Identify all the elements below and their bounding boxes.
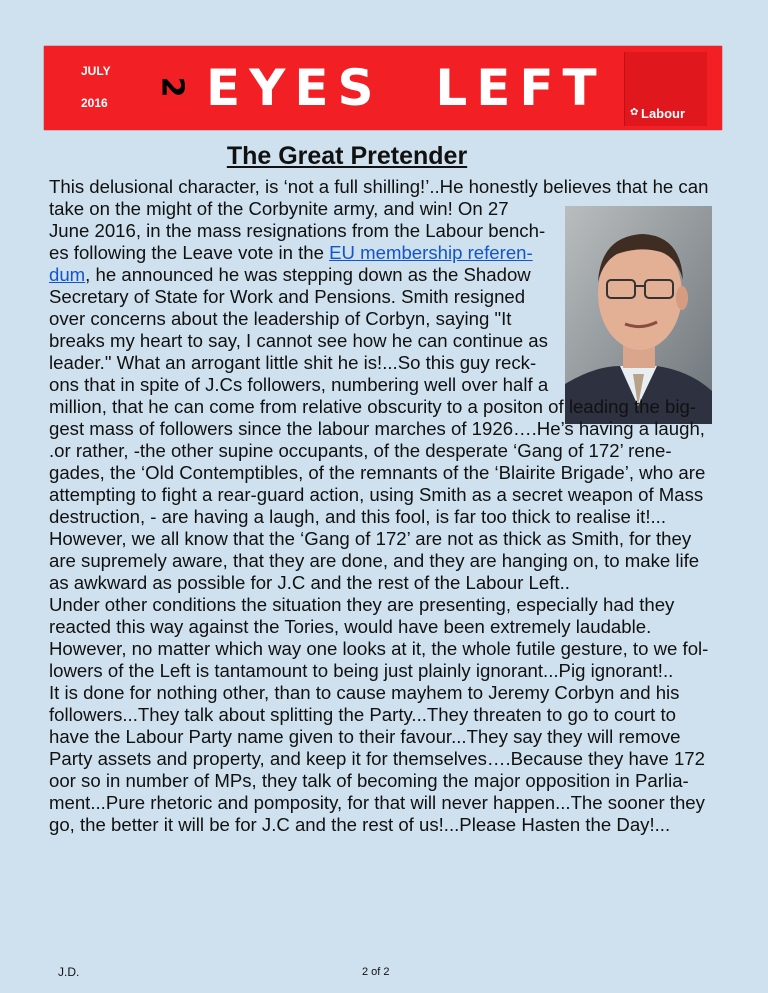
body-line-text: have the Labour Party name given to their favour...They say they will remove	[49, 726, 681, 747]
body-line-text: take on the might of the Corbynite army, and win! On 27	[49, 198, 509, 219]
body-line	[49, 418, 729, 440]
body-line-text: .or rather, -the other supine occupants, of the desperate ‘Gang of 172’ rene-	[49, 440, 672, 461]
body-line	[49, 308, 729, 330]
article-headline: The Great Pretender	[226, 142, 468, 170]
body-line	[49, 550, 729, 572]
body-line-text: Party assets and property, and keep it for themselves….Because they have 172	[49, 748, 705, 769]
body-line-text: gest mass of followers since the labour marches of 1926….He’s having a laugh,	[49, 418, 705, 439]
page-number: 2 of 2	[362, 966, 390, 978]
body-line	[49, 242, 729, 264]
body-line-text: ons that in spite of J.Cs followers, numbering well over half a	[49, 374, 549, 395]
body-line-text: breaks my heart to say, I cannot see how he can continue as	[49, 330, 548, 351]
body-line	[49, 198, 729, 220]
body-line-text: ment...Pure rhetoric and pomposity, for that will never happen...The sooner they	[49, 792, 705, 813]
newsletter-title: EYES LEFT	[206, 59, 606, 117]
body-line	[49, 440, 729, 462]
body-line	[49, 726, 729, 748]
body-line	[49, 330, 729, 352]
body-line-text: as awkward as possible for J.C and the rest of the Labour Left..	[49, 572, 570, 593]
body-line	[49, 770, 729, 792]
body-line-text: Under other conditions the situation they are presenting, especially had they	[49, 594, 675, 615]
body-line-text: However, we all know that the ‘Gang of 172’ are not as thick as Smith, for they	[49, 528, 692, 549]
body-line	[49, 792, 729, 814]
body-line	[49, 484, 729, 506]
body-line-text: This delusional character, is ‘not a full shilling!’..He honestly believes that he can	[49, 176, 709, 197]
eu-referendum-link[interactable]: EU membership referen-	[329, 242, 533, 263]
body-line-text: June 2016, in the mass resignations from the Labour bench-	[49, 220, 546, 241]
labour-logo	[624, 52, 707, 126]
body-line	[49, 396, 729, 418]
body-line-text: followers...They talk about splitting the Party...They threaten to go to court to	[49, 704, 677, 725]
body-line-text: es following the Leave vote in the	[49, 242, 330, 263]
body-line	[49, 462, 729, 484]
body-line	[49, 528, 729, 550]
body-line-text: , he announced he was stepping down as the Shadow	[85, 264, 531, 285]
masthead-banner	[44, 46, 722, 130]
body-line	[49, 748, 729, 770]
body-line-text: oor so in number of MPs, they talk of becoming the major opposition in Parlia-	[49, 770, 689, 791]
body-line-text: over concerns about the leadership of Corbyn, saying "It	[49, 308, 512, 329]
body-line-text: gades, the ‘Old Contemptibles, of the remnants of the ‘Blairite Brigade’, who are	[49, 462, 706, 483]
body-line	[49, 814, 729, 836]
body-line	[49, 660, 729, 682]
author-initials: J.D.	[58, 965, 80, 979]
body-line	[49, 286, 729, 308]
article-body	[49, 176, 729, 836]
body-line	[49, 352, 729, 374]
body-line-text: reacted this way against the Tories, would have been extremely laudable.	[49, 616, 652, 637]
body-line-text: Secretary of State for Work and Pensions. Smith resigned	[49, 286, 526, 307]
body-line-text: leader." What an arrogant little shit he is!...So this guy reck-	[49, 352, 537, 373]
body-line	[49, 704, 729, 726]
body-line-text: It is done for nothing other, than to cause mayhem to Jeremy Corbyn and his	[49, 682, 680, 703]
body-line	[49, 638, 729, 660]
body-line	[49, 506, 729, 528]
body-line	[49, 616, 729, 638]
body-line-text: million, that he can come from relative obscurity to a positon of leading the big-	[49, 396, 696, 417]
body-line	[49, 264, 729, 286]
body-line-text: However, no matter which way one looks at it, the whole futile gesture, to we fol-	[49, 638, 709, 659]
body-line-text: destruction, - are having a laugh, and this fool, is far too thick to realise it!...	[49, 506, 667, 527]
body-line	[49, 594, 729, 616]
issue-month: JULY	[81, 64, 111, 78]
labour-logo-text: Labour	[641, 106, 686, 121]
body-line	[49, 176, 729, 198]
body-line-text: are supremely aware, that they are done, and they are hanging on, to make life	[49, 550, 700, 571]
body-line	[49, 682, 729, 704]
issue-year: 2016	[81, 96, 108, 110]
body-line-text: attempting to fight a rear-guard action, using Smith as a secret weapon of Mass	[49, 484, 704, 505]
body-line	[49, 572, 729, 594]
body-line	[49, 220, 729, 242]
rose-icon: ✿	[630, 107, 639, 118]
body-line	[49, 374, 729, 396]
body-line-text: go, the better it will be for J.C and the rest of us!...Please Hasten the Day!...	[49, 814, 671, 835]
issue-number: 2	[154, 76, 190, 98]
body-line-text: lowers of the Left is tantamount to being just plainly ignorant...Pig ignorant!..	[49, 660, 674, 681]
eu-referendum-link[interactable]: dum	[49, 264, 86, 285]
